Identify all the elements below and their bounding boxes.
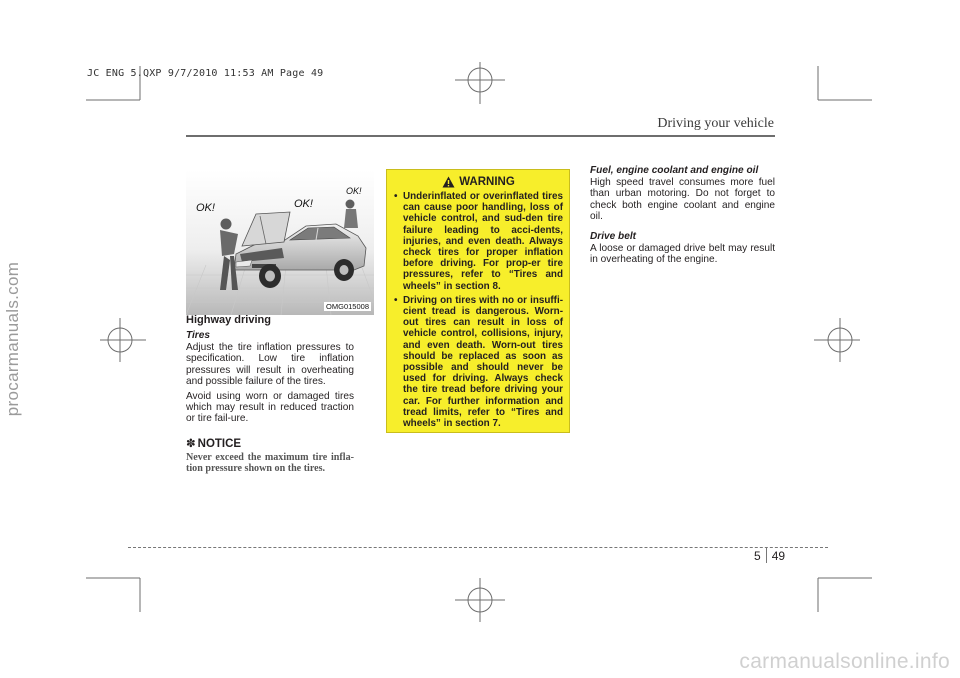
warning-item: • Underinflated or overinflated tires can cause poor handling, loss of vehicle control, and sud-den tire failure leading to acci-dents, injuries, and even death. Always check tires for proper inflation before driving. For prop-er tire pressures, refer to “Tires and wheels” in section 8.: [394, 191, 563, 292]
figure-label: OMG015008: [326, 302, 369, 311]
right-column: [590, 165, 775, 275]
print-slug: JC ENG 5.QXP 9/7/2010 11:53 AM Page 49: [87, 68, 324, 79]
subheading-tires: Tires: [186, 330, 210, 341]
car-illustration: [186, 170, 374, 315]
ok-callout-middle: OK!: [294, 198, 313, 210]
ok-callout-left: OK!: [196, 202, 215, 214]
paragraph: Avoid using worn or damaged tires which may result in reduced traction or tire fail-ure.: [186, 391, 354, 425]
subheading-drive-belt: Drive belt: [590, 231, 636, 243]
side-watermark: [0, 0, 28, 678]
paragraph: Adjust the tire inflation pressures to specification. Low tire inflation pressures will result in overheating and possible failure of the tires.: [186, 342, 354, 387]
page-number: [754, 547, 785, 563]
heading-highway-driving: Highway driving: [186, 314, 271, 326]
notice-asterisk-icon: ✽: [186, 435, 196, 450]
paragraph: High speed travel consumes more fuel than urban motoring. Do not forget to check both engine coolant and engine oil.: [590, 177, 775, 222]
left-column: [186, 314, 354, 478]
page-number-value: 49: [771, 549, 786, 563]
ok-callout-right: OK!: [346, 186, 362, 196]
page-number-separator: [766, 547, 767, 563]
warning-title: WARNING: [459, 176, 515, 188]
warning-triangle-icon: [442, 176, 455, 188]
warning-item: • Driving on tires with no or insuffi-cient tread is dangerous. Worn-out tires can result in loss of vehicle control, collisions, injury, and even death. Worn-out tires should be replaced as soon as possible and should never be used for driving. Always check the tire tread before driving your car. For further information and tread limits, refer to “Tires and wheels” in section 7.: [394, 295, 563, 429]
side-watermark-text: procarmanuals.com: [3, 261, 22, 417]
section-number: 5: [754, 549, 761, 563]
warning-list: [394, 191, 563, 429]
footer-rule: [128, 547, 828, 548]
paragraph: A loose or damaged drive belt may result in overheating of the engine.: [590, 243, 775, 266]
header-rule: [186, 135, 775, 137]
tire-check-illustration: [186, 170, 374, 315]
subheading-fuel-coolant-oil: Fuel, engine coolant and engine oil: [590, 165, 759, 176]
notice-text: Never exceed the maximum tire infla-tion pressure shown on the tires.: [186, 451, 354, 475]
warning-header: [394, 176, 563, 188]
notice-title-text: NOTICE: [197, 437, 242, 450]
section-title: Driving your vehicle: [657, 116, 774, 131]
warning-box: [386, 169, 570, 433]
bottom-watermark: carmanualsonline.info: [739, 650, 950, 673]
notice-title: [186, 437, 354, 451]
